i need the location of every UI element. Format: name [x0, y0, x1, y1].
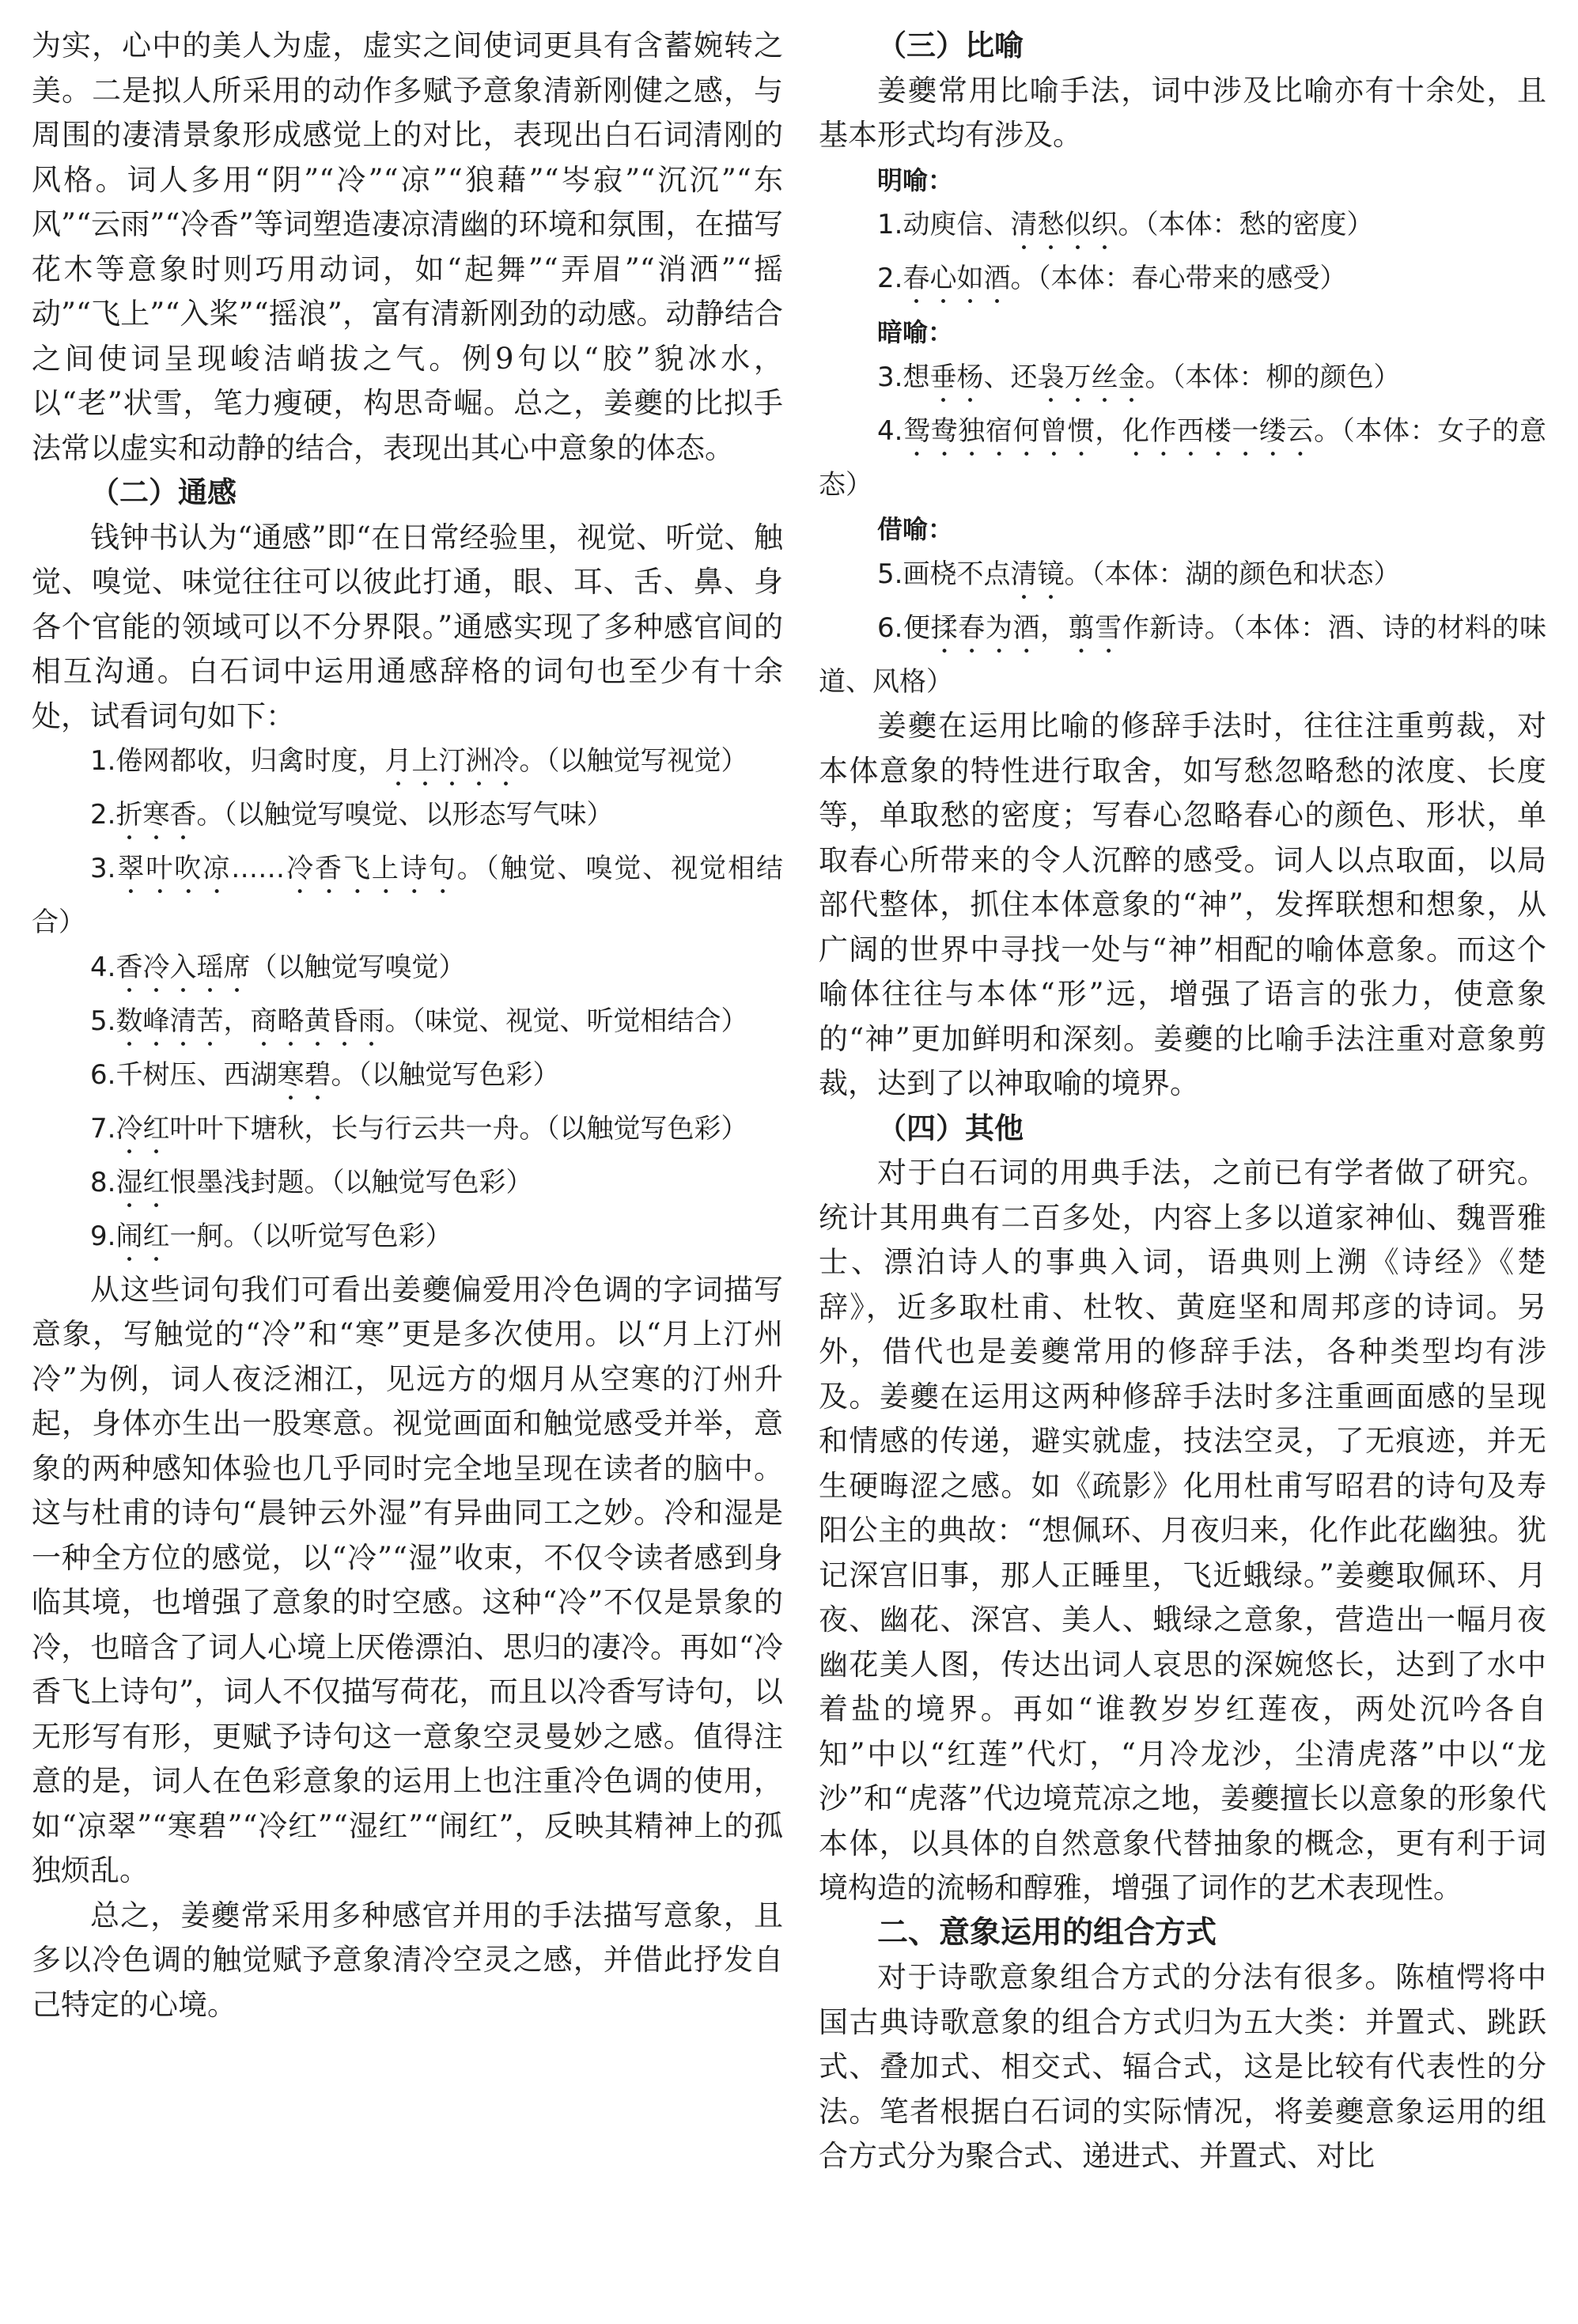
- paragraph-synesthesia-summary: 总之，姜夔常采用多种感官并用的手法描写意象，且多以冷色调的触觉赋予意象清冷空灵之感，并借此抒发自己特定的心境。: [32, 1898, 783, 2022]
- metaphor-item-1: 1.动庾信、清愁似织。（本体：愁的密度）: [877, 209, 1374, 240]
- metaphor-item-2: 2.春心如酒。（本体：春心带来的感受）: [877, 263, 1347, 294]
- paragraph-metaphor-analysis: 姜夔在运用比喻的修辞手法时，往往注重剪裁，对本体意象的特性进行取舍，如写愁忽略愁的浓度、长度等，单取愁的密度；写春心忽略春心的颜色、形状，单取春心所带来的令人沉醉的感受。词人以点取面，以局部代整体，抓住本体意象的“神”，发挥联想和想象，从广阔的世界中寻找一处与“神”相配的喻体意象。而这个喻体往往与本体“形”远，增强了语言的张力，使意象的“神”更加鲜明和深刻。姜夔的比喻手法注重对意象剪裁，达到了以神取喻的境界。: [819, 709, 1546, 1100]
- example-item-8: 8.湿红恨墨浅封题。（以触觉写色彩）: [90, 1166, 533, 1198]
- subheading-implicit-metaphor: 暗喻：: [877, 317, 954, 347]
- section-heading-synesthesia: （二）通感: [90, 475, 237, 509]
- section-heading-other: （四）其他: [877, 1111, 1024, 1145]
- metaphor-item-4: 4.鸳鸯独宿何曾惯，化作西楼一缕云。（本体：女子的意态）: [819, 414, 1547, 501]
- subheading-simile: 明喻：: [877, 165, 954, 195]
- paragraph-synesthesia-analysis: 从这些词句我们可看出姜夔偏爱用冷色调的字词描写意象，写触觉的“冷”和“寒”更是多次使用。以“月上汀州冷”为例，词人夜泛湘江，见远方的烟月从空寒的汀州升起，身体亦生出一股寒意。视觉画面和触觉感受并举，意象的两种感知体验也几乎同时完全地呈现在读者的脑中。这与杜甫的诗句“晨钟云外湿”有异曲同工之妙。冷和湿是一种全方位的感觉，以“冷”“湿”收束，不仅令读者感到身临其境，也增强了意象的时空感。这种“冷”不仅是景象的冷，也暗含了词人心境上厌倦漂泊、思归的凄冷。再如“冷香飞上诗句”，词人不仅描写荷花，而且以冷香写诗句，以无形写有形，更赋予诗句这一意象空灵曼妙之感。值得注意的是，词人在色彩意象的运用上也注重冷色调的使用，如“凉翠”“寒碧”“冷红”“湿红”“闹红”，反映其精神上的孤独烦乱。: [32, 1272, 783, 1887]
- metaphor-item-5: 5.画桡不点清镜。（本体：湖的颜色和状态）: [877, 558, 1401, 590]
- paragraph-metaphor-intro: 姜夔常用比喻手法，词中涉及比喻亦有十余处，且基本形式均有涉及。: [819, 73, 1546, 152]
- paragraph-synesthesia-intro: 钱钟书认为“通感”即“在日常经验里，视觉、听觉、触觉、嗅觉、味觉往往可以彼此打通，眼、耳、舌、鼻、身各个官能的领域可以不分界限。”通感实现了多种感官间的相互沟通。白石词中运用通感辞格的词句也至少有十余处，试看词句如下：: [32, 520, 783, 733]
- right-column: [819, 24, 1546, 2179]
- example-item-3: 3.翠叶吹凉……冷香飞上诗句。（触觉、嗅觉、视觉相结合）: [32, 853, 784, 938]
- metaphor-item-3: 3.想垂杨、还袅万丝金。（本体：柳的颜色）: [877, 361, 1401, 393]
- example-item-4: 4.香冷入瑶席（以触觉写嗅觉）: [90, 951, 466, 983]
- example-item-5: 5.数峰清苦，商略黄昏雨。（味觉、视觉、听觉相结合）: [90, 1005, 748, 1037]
- paragraph-combination-intro: 对于诗歌意象组合方式的分法有很多。陈植愕将中国古典诗歌意象的组合方式归为五大类：并置式、跳跃式、叠加式、相交式、辐合式，这是比较有代表性的分法。笔者根据白石词的实际情况，将姜夔意象运用的组合方式分为聚合式、递进式、并置式、对比: [819, 1960, 1546, 2173]
- example-item-7: 7.冷红叶叶下塘秋，长与行云共一舟。（以触觉写色彩）: [90, 1112, 748, 1145]
- paragraph-personification-end: 为实，心中的美人为虚，虚实之间使词更具有含蓄婉转之美。二是拟人所采用的动作多赋予意象清新刚健之感，与周围的凄清景象形成感觉上的对比，表现出白石词清刚的风格。词人多用“阴”“冷”“凉”“狼藉”“岑寂”“沉沉”“东风”“云雨”“冷香”等词塑造凄凉清幽的环境和氛围，在描写花木等意象时则巧用动词，如“起舞”“弄眉”“消洒”“摇动”“飞上”“入桨”“摇浪”，富有清新刚劲的动感。动静结合之间使词呈现峻洁峭拔之气。例9句以“胶”貌冰水，以“老”状雪，笔力瘦硬，构思奇崛。总之，姜夔的比拟手法常以虚实和动静的结合，表现出其心中意象的体态。: [32, 28, 783, 465]
- section-heading-metaphor: （三）比喻: [877, 28, 1024, 62]
- subheading-metonymic-metaphor: 借喻：: [877, 514, 954, 544]
- section-heading-combination: 二、意象运用的组合方式: [877, 1914, 1217, 1951]
- example-item-2: 2.折寒香。（以触觉写嗅觉、以形态写气味）: [90, 799, 614, 831]
- example-item-9: 9.闹红一舸。（以听觉写色彩）: [90, 1220, 452, 1252]
- left-column: [32, 24, 783, 2027]
- paragraph-allusion-metonymy: 对于白石词的用典手法，之前已有学者做了研究。统计其用典有二百多处，内容上多以道家神仙、魏晋雅士、漂泊诗人的事典入词，语典则上溯《诗经》《楚辞》，近多取杜甫、杜牧、黄庭坚和周邦彦的诗词。另外，借代也是姜夔常用的修辞手法，各种类型均有涉及。姜夔在运用这两种修辞手法时多注重画面感的呈现和情感的传递，避实就虚，技法空灵，了无痕迹，并无生硬晦涩之感。如《疏影》化用杜甫写昭君的诗句及寿阳公主的典故：“想佩环、月夜归来，化作此花幽独。犹记深宫旧事，那人正睡里，飞近蛾绿。”姜夔取佩环、月夜、幽花、深宫、美人、蛾绿之意象，营造出一幅月夜幽花美人图，传达出词人哀思的深婉悠长，达到了水中着盐的境界。再如“谁教岁岁红莲夜，两处沉吟各自知”中以“红莲”代灯，“月冷龙沙，尘清虎落”中以“龙沙”和“虎落”代边境荒凉之地，姜夔擅长以意象的形象代本体，以具体的自然意象代替抽象的概念，更有利于词境构造的流畅和醇雅，增强了词作的艺术表现性。: [819, 1156, 1546, 1905]
- example-item-1: 1.倦网都收，归禽时度，月上汀洲冷。（以触觉写视觉）: [90, 745, 748, 777]
- metaphor-item-6: 6.便揉春为酒，翦雪作新诗。（本体：酒、诗的材料的味道、风格）: [819, 611, 1547, 698]
- example-item-6: 6.千树压、西湖寒碧。（以触觉写色彩）: [90, 1058, 560, 1091]
